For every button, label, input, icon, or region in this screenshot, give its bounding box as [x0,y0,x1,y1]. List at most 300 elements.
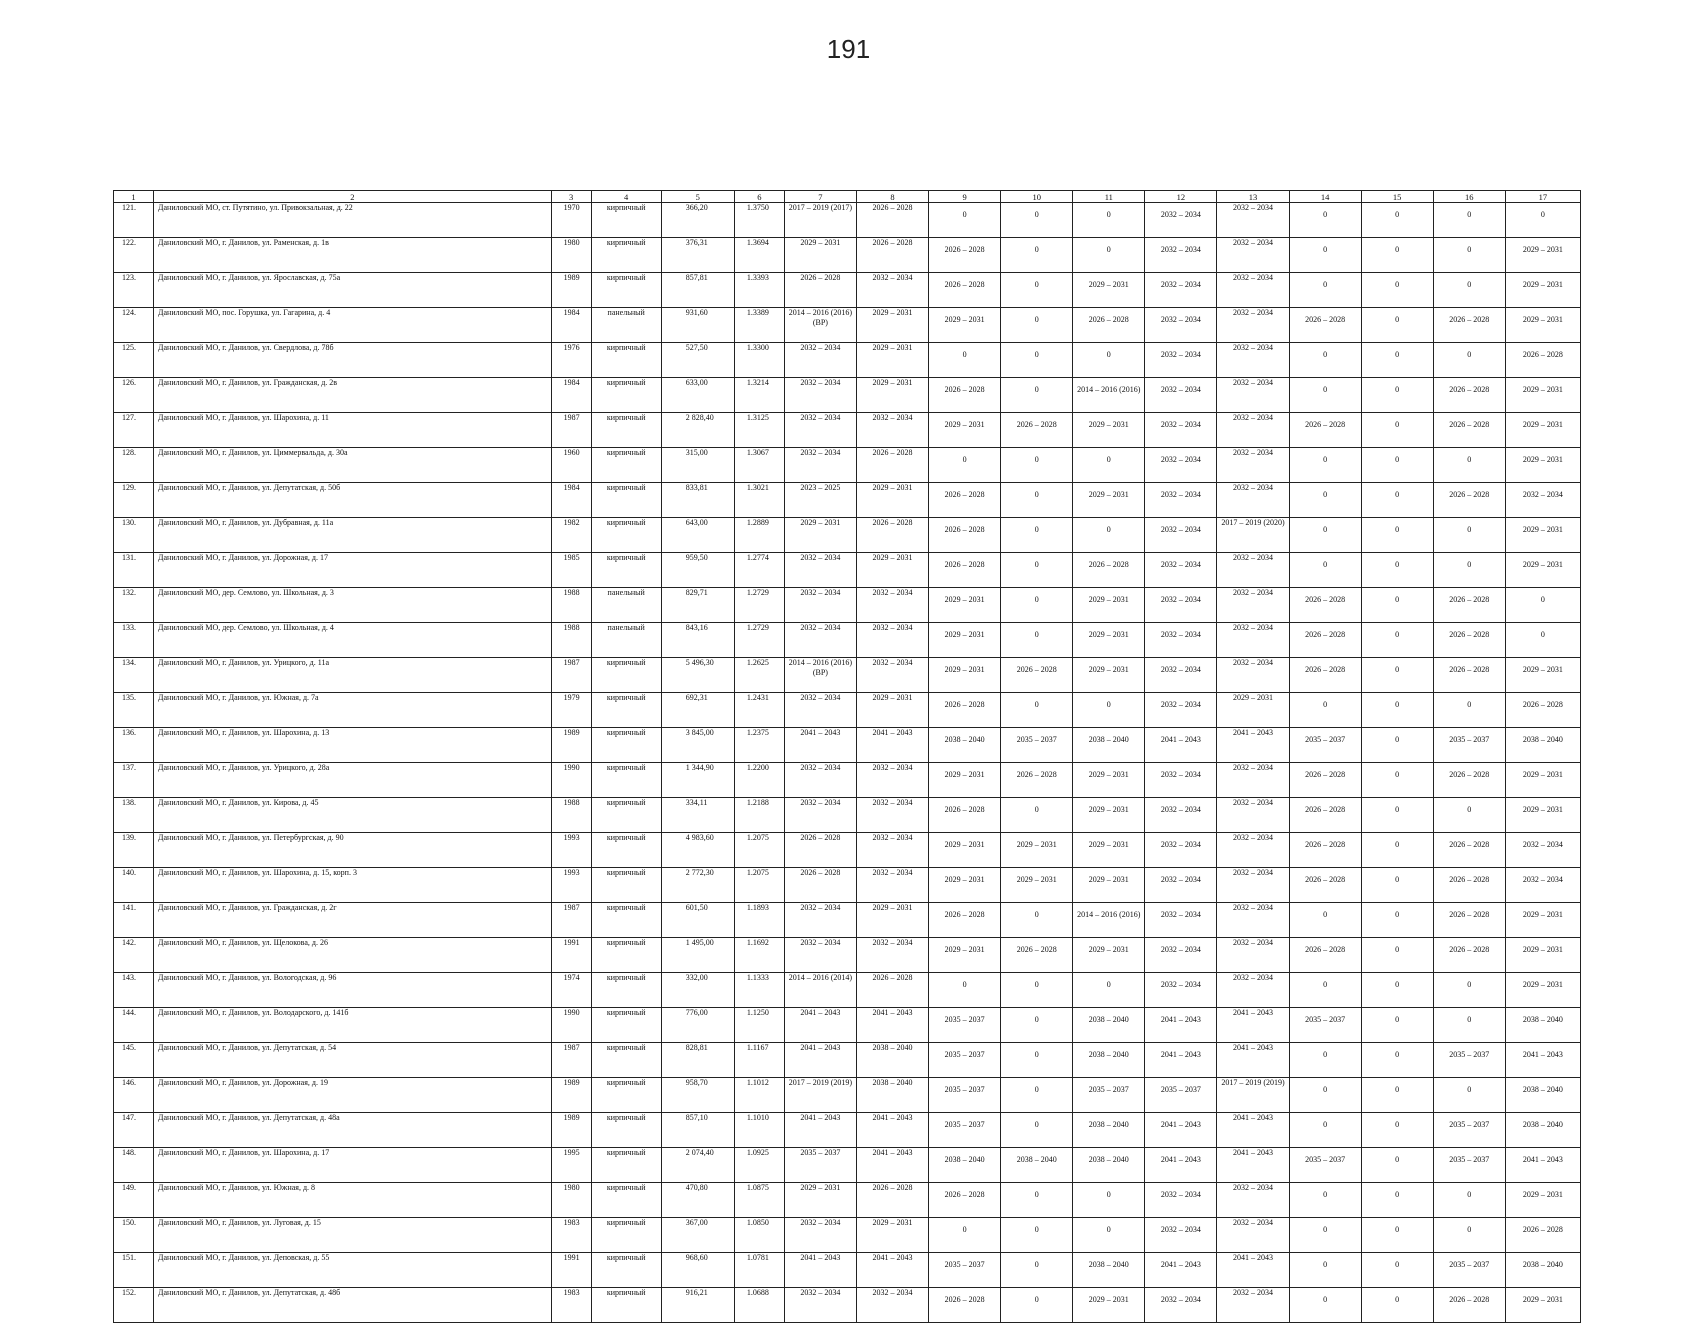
period-col-9-cell: 2026 – 2028 [929,1288,1001,1323]
area-cell: 931,60 [661,308,734,343]
period-col-17-cell: 2029 – 2031 [1505,553,1580,588]
row-number-cell: 142. [114,938,154,973]
period-col-9-cell: 2026 – 2028 [929,238,1001,273]
period-col-16-cell: 2026 – 2028 [1433,378,1505,413]
table-row [114,1043,1581,1078]
period-col-15-cell: 0 [1361,1253,1433,1288]
period-col-8-cell: 2029 – 2031 [856,553,928,588]
period-col-15-cell: 0 [1361,588,1433,623]
period-col-10-cell: 0 [1001,378,1073,413]
period-col-10-cell: 2026 – 2028 [1001,658,1073,693]
wall-material-cell: кирпичный [591,1288,661,1323]
coefficient-cell: 1.1692 [734,938,784,973]
period-col-13-cell: 2032 – 2034 [1217,903,1289,938]
period-col-8-cell: 2026 – 2028 [856,238,928,273]
coefficient-cell: 1.1333 [734,973,784,1008]
period-col-12-cell: 2041 – 2043 [1145,1113,1217,1148]
column-number-7: 7 [784,191,856,203]
coefficient-cell: 1.2075 [734,833,784,868]
build-year-cell: 1984 [551,308,591,343]
coefficient-cell: 1.3393 [734,273,784,308]
coefficient-cell: 1.3067 [734,448,784,483]
period-col-13-cell: 2032 – 2034 [1217,1218,1289,1253]
wall-material-cell: кирпичный [591,693,661,728]
build-year-cell: 1987 [551,1043,591,1078]
coefficient-cell: 1.2375 [734,728,784,763]
row-number-cell: 133. [114,623,154,658]
period-col-11-cell: 0 [1073,1218,1145,1253]
period-col-14-cell: 2035 – 2037 [1289,1148,1361,1183]
period-col-16-cell: 0 [1433,693,1505,728]
column-number-12: 12 [1145,191,1217,203]
period-col-16-cell: 2026 – 2028 [1433,623,1505,658]
row-number-cell: 149. [114,1183,154,1218]
wall-material-cell: кирпичный [591,553,661,588]
period-col-7-cell: 2032 – 2034 [784,1218,856,1253]
table-row [114,1008,1581,1043]
period-col-11-cell: 0 [1073,973,1145,1008]
period-col-17-cell: 2029 – 2031 [1505,308,1580,343]
row-number-cell: 144. [114,1008,154,1043]
period-col-12-cell: 2032 – 2034 [1145,658,1217,693]
wall-material-cell: кирпичный [591,658,661,693]
period-col-11-cell: 0 [1073,343,1145,378]
period-col-7-cell: 2032 – 2034 [784,413,856,448]
coefficient-cell: 1.1167 [734,1043,784,1078]
row-number-cell: 123. [114,273,154,308]
period-col-9-cell: 2029 – 2031 [929,763,1001,798]
build-year-cell: 1989 [551,273,591,308]
period-col-13-cell: 2032 – 2034 [1217,798,1289,833]
period-col-13-cell: 2032 – 2034 [1217,483,1289,518]
period-col-7-cell: 2014 – 2016 (2016) (ВР) [784,658,856,693]
area-cell: 833,81 [661,483,734,518]
period-col-10-cell: 0 [1001,343,1073,378]
period-col-8-cell: 2026 – 2028 [856,203,928,238]
build-year-cell: 1989 [551,1078,591,1113]
period-col-15-cell: 0 [1361,1113,1433,1148]
period-col-12-cell: 2041 – 2043 [1145,1043,1217,1078]
address-cell: Даниловский МО, г. Данилов, ул. Дубравная, д. 11а [154,518,552,553]
period-col-11-cell: 2038 – 2040 [1073,1148,1145,1183]
period-col-13-cell: 2032 – 2034 [1217,1183,1289,1218]
column-number-17: 17 [1505,191,1580,203]
coefficient-cell: 1.3125 [734,413,784,448]
period-col-9-cell: 0 [929,448,1001,483]
column-number-16: 16 [1433,191,1505,203]
wall-material-cell: кирпичный [591,378,661,413]
period-col-11-cell: 0 [1073,238,1145,273]
period-col-7-cell: 2041 – 2043 [784,1253,856,1288]
period-col-14-cell: 0 [1289,1113,1361,1148]
build-year-cell: 1995 [551,1148,591,1183]
table-row [114,413,1581,448]
period-col-10-cell: 0 [1001,553,1073,588]
wall-material-cell: кирпичный [591,938,661,973]
address-cell: Даниловский МО, г. Данилов, ул. Гражданская, д. 2в [154,378,552,413]
period-col-11-cell: 2026 – 2028 [1073,308,1145,343]
period-col-13-cell: 2032 – 2034 [1217,623,1289,658]
period-col-14-cell: 0 [1289,1288,1361,1323]
coefficient-cell: 1.1010 [734,1113,784,1148]
build-year-cell: 1987 [551,413,591,448]
period-col-8-cell: 2032 – 2034 [856,798,928,833]
column-number-5: 5 [661,191,734,203]
row-number-cell: 131. [114,553,154,588]
period-col-9-cell: 2029 – 2031 [929,833,1001,868]
period-col-8-cell: 2032 – 2034 [856,833,928,868]
period-col-7-cell: 2041 – 2043 [784,728,856,763]
table-row [114,378,1581,413]
period-col-16-cell: 0 [1433,1183,1505,1218]
period-col-10-cell: 2035 – 2037 [1001,728,1073,763]
period-col-7-cell: 2026 – 2028 [784,833,856,868]
period-col-13-cell: 2032 – 2034 [1217,203,1289,238]
address-cell: Даниловский МО, г. Данилов, ул. Шарохина, д. 13 [154,728,552,763]
period-col-7-cell: 2014 – 2016 (2016) (ВР) [784,308,856,343]
address-cell: Даниловский МО, г. Данилов, ул. Шарохина, д. 15, корп. 3 [154,868,552,903]
table-row [114,728,1581,763]
wall-material-cell: кирпичный [591,1008,661,1043]
period-col-11-cell: 2038 – 2040 [1073,728,1145,763]
build-year-cell: 1991 [551,1253,591,1288]
period-col-14-cell: 2026 – 2028 [1289,413,1361,448]
period-col-9-cell: 0 [929,1218,1001,1253]
address-cell: Даниловский МО, г. Данилов, ул. Свердлова, д. 78б [154,343,552,378]
coefficient-cell: 1.1250 [734,1008,784,1043]
period-col-12-cell: 2041 – 2043 [1145,1253,1217,1288]
period-col-15-cell: 0 [1361,938,1433,973]
period-col-14-cell: 0 [1289,1078,1361,1113]
coefficient-cell: 1.3389 [734,308,784,343]
period-col-10-cell: 0 [1001,1113,1073,1148]
period-col-10-cell: 2029 – 2031 [1001,868,1073,903]
period-col-15-cell: 0 [1361,238,1433,273]
period-col-11-cell: 2029 – 2031 [1073,868,1145,903]
period-col-12-cell: 2032 – 2034 [1145,693,1217,728]
period-col-10-cell: 2038 – 2040 [1001,1148,1073,1183]
build-year-cell: 1980 [551,238,591,273]
column-number-row [114,191,1581,203]
period-col-7-cell: 2032 – 2034 [784,798,856,833]
coefficient-cell: 1.3750 [734,203,784,238]
period-col-15-cell: 0 [1361,973,1433,1008]
period-col-17-cell: 2029 – 2031 [1505,798,1580,833]
period-col-15-cell: 0 [1361,518,1433,553]
area-cell: 4 983,60 [661,833,734,868]
area-cell: 376,31 [661,238,734,273]
period-col-17-cell: 2038 – 2040 [1505,1113,1580,1148]
wall-material-cell: кирпичный [591,413,661,448]
period-col-14-cell: 0 [1289,378,1361,413]
period-col-11-cell: 2029 – 2031 [1073,413,1145,448]
period-col-10-cell: 0 [1001,1288,1073,1323]
address-cell: Даниловский МО, ст. Путятино, ул. Привокзальная, д. 22 [154,203,552,238]
period-col-16-cell: 2035 – 2037 [1433,1253,1505,1288]
area-cell: 643,00 [661,518,734,553]
period-col-15-cell: 0 [1361,1148,1433,1183]
period-col-17-cell: 2038 – 2040 [1505,1253,1580,1288]
period-col-7-cell: 2029 – 2031 [784,518,856,553]
period-col-7-cell: 2032 – 2034 [784,378,856,413]
build-year-cell: 1979 [551,693,591,728]
period-col-9-cell: 2029 – 2031 [929,623,1001,658]
table-row [114,1078,1581,1113]
address-cell: Даниловский МО, дер. Семлово, ул. Школьная, д. 3 [154,588,552,623]
period-col-7-cell: 2041 – 2043 [784,1043,856,1078]
period-col-15-cell: 0 [1361,203,1433,238]
address-cell: Даниловский МО, г. Данилов, ул. Депутатская, д. 54 [154,1043,552,1078]
address-cell: Даниловский МО, г. Данилов, ул. Гражданская, д. 2г [154,903,552,938]
period-col-16-cell: 0 [1433,1008,1505,1043]
period-col-17-cell: 2029 – 2031 [1505,518,1580,553]
period-col-14-cell: 2026 – 2028 [1289,763,1361,798]
period-col-15-cell: 0 [1361,868,1433,903]
table-row [114,658,1581,693]
period-col-13-cell: 2041 – 2043 [1217,1008,1289,1043]
row-number-cell: 143. [114,973,154,1008]
period-col-16-cell: 0 [1433,238,1505,273]
period-col-11-cell: 2029 – 2031 [1073,483,1145,518]
area-cell: 916,21 [661,1288,734,1323]
period-col-10-cell: 0 [1001,623,1073,658]
build-year-cell: 1989 [551,728,591,763]
period-col-13-cell: 2032 – 2034 [1217,868,1289,903]
wall-material-cell: кирпичный [591,1113,661,1148]
period-col-7-cell: 2026 – 2028 [784,273,856,308]
row-number-cell: 124. [114,308,154,343]
period-col-15-cell: 0 [1361,1043,1433,1078]
build-year-cell: 1960 [551,448,591,483]
period-col-13-cell: 2032 – 2034 [1217,973,1289,1008]
wall-material-cell: кирпичный [591,728,661,763]
period-col-12-cell: 2032 – 2034 [1145,308,1217,343]
period-col-11-cell: 0 [1073,1183,1145,1218]
area-cell: 843,16 [661,623,734,658]
build-year-cell: 1990 [551,1008,591,1043]
period-col-8-cell: 2041 – 2043 [856,1113,928,1148]
period-col-12-cell: 2032 – 2034 [1145,518,1217,553]
period-col-13-cell: 2032 – 2034 [1217,378,1289,413]
period-col-10-cell: 0 [1001,973,1073,1008]
period-col-13-cell: 2032 – 2034 [1217,413,1289,448]
period-col-16-cell: 2026 – 2028 [1433,1288,1505,1323]
period-col-14-cell: 2026 – 2028 [1289,588,1361,623]
period-col-15-cell: 0 [1361,308,1433,343]
period-col-14-cell: 0 [1289,1253,1361,1288]
period-col-8-cell: 2032 – 2034 [856,763,928,798]
period-col-11-cell: 2029 – 2031 [1073,798,1145,833]
period-col-11-cell: 2038 – 2040 [1073,1008,1145,1043]
build-year-cell: 1987 [551,658,591,693]
period-col-17-cell: 2041 – 2043 [1505,1148,1580,1183]
build-year-cell: 1990 [551,763,591,798]
period-col-11-cell: 2029 – 2031 [1073,623,1145,658]
period-col-16-cell: 0 [1433,448,1505,483]
period-col-9-cell: 2026 – 2028 [929,483,1001,518]
period-col-13-cell: 2032 – 2034 [1217,448,1289,483]
period-col-9-cell: 2026 – 2028 [929,273,1001,308]
table-body [114,191,1581,1323]
row-number-cell: 129. [114,483,154,518]
coefficient-cell: 1.0875 [734,1183,784,1218]
period-col-11-cell: 2029 – 2031 [1073,273,1145,308]
area-cell: 334,11 [661,798,734,833]
period-col-14-cell: 0 [1289,903,1361,938]
column-number-6: 6 [734,191,784,203]
area-cell: 857,81 [661,273,734,308]
period-col-13-cell: 2041 – 2043 [1217,728,1289,763]
area-cell: 367,00 [661,1218,734,1253]
period-col-15-cell: 0 [1361,448,1433,483]
period-col-16-cell: 0 [1433,343,1505,378]
table-row [114,553,1581,588]
wall-material-cell: кирпичный [591,448,661,483]
period-col-15-cell: 0 [1361,273,1433,308]
coefficient-cell: 1.2200 [734,763,784,798]
address-cell: Даниловский МО, г. Данилов, ул. Циммервальда, д. 30а [154,448,552,483]
build-year-cell: 1976 [551,343,591,378]
period-col-9-cell: 2026 – 2028 [929,518,1001,553]
period-col-9-cell: 0 [929,973,1001,1008]
period-col-9-cell: 2029 – 2031 [929,868,1001,903]
period-col-8-cell: 2029 – 2031 [856,343,928,378]
wall-material-cell: кирпичный [591,518,661,553]
wall-material-cell: кирпичный [591,343,661,378]
address-cell: Даниловский МО, г. Данилов, ул. Раменская, д. 1в [154,238,552,273]
period-col-9-cell: 2029 – 2031 [929,588,1001,623]
column-number-11: 11 [1073,191,1145,203]
table-row [114,693,1581,728]
area-cell: 2 074,40 [661,1148,734,1183]
period-col-16-cell: 2026 – 2028 [1433,588,1505,623]
period-col-14-cell: 0 [1289,973,1361,1008]
period-col-9-cell: 2026 – 2028 [929,378,1001,413]
period-col-17-cell: 2032 – 2034 [1505,483,1580,518]
wall-material-cell: кирпичный [591,1253,661,1288]
period-col-9-cell: 2029 – 2031 [929,938,1001,973]
period-col-17-cell: 2038 – 2040 [1505,728,1580,763]
period-col-12-cell: 2032 – 2034 [1145,553,1217,588]
period-col-13-cell: 2041 – 2043 [1217,1148,1289,1183]
table-row [114,273,1581,308]
wall-material-cell: кирпичный [591,798,661,833]
period-col-17-cell: 2029 – 2031 [1505,973,1580,1008]
period-col-11-cell: 0 [1073,693,1145,728]
period-col-11-cell: 2029 – 2031 [1073,938,1145,973]
period-col-10-cell: 2026 – 2028 [1001,938,1073,973]
period-col-16-cell: 0 [1433,973,1505,1008]
period-col-11-cell: 2038 – 2040 [1073,1253,1145,1288]
build-year-cell: 1970 [551,203,591,238]
period-col-9-cell: 0 [929,203,1001,238]
period-col-7-cell: 2026 – 2028 [784,868,856,903]
period-col-12-cell: 2032 – 2034 [1145,1288,1217,1323]
table-row [114,308,1581,343]
period-col-7-cell: 2032 – 2034 [784,623,856,658]
period-col-15-cell: 0 [1361,693,1433,728]
table-row [114,238,1581,273]
build-year-cell: 1983 [551,1218,591,1253]
address-cell: Даниловский МО, дер. Семлово, ул. Школьная, д. 4 [154,623,552,658]
period-col-11-cell: 2029 – 2031 [1073,1288,1145,1323]
period-col-14-cell: 0 [1289,203,1361,238]
table-row [114,1253,1581,1288]
coefficient-cell: 1.2729 [734,623,784,658]
row-number-cell: 145. [114,1043,154,1078]
period-col-15-cell: 0 [1361,763,1433,798]
build-year-cell: 1988 [551,623,591,658]
area-cell: 315,00 [661,448,734,483]
period-col-11-cell: 2014 – 2016 (2016) [1073,378,1145,413]
area-cell: 3 845,00 [661,728,734,763]
row-number-cell: 126. [114,378,154,413]
period-col-12-cell: 2032 – 2034 [1145,763,1217,798]
period-col-16-cell: 2026 – 2028 [1433,308,1505,343]
period-col-7-cell: 2032 – 2034 [784,448,856,483]
address-cell: Даниловский МО, г. Данилов, ул. Дорожная, д. 19 [154,1078,552,1113]
period-col-9-cell: 2026 – 2028 [929,693,1001,728]
period-col-11-cell: 0 [1073,203,1145,238]
period-col-14-cell: 2026 – 2028 [1289,623,1361,658]
coefficient-cell: 1.2625 [734,658,784,693]
period-col-15-cell: 0 [1361,378,1433,413]
period-col-11-cell: 2038 – 2040 [1073,1043,1145,1078]
table-row [114,833,1581,868]
period-col-7-cell: 2032 – 2034 [784,588,856,623]
period-col-9-cell: 2035 – 2037 [929,1078,1001,1113]
period-col-14-cell: 0 [1289,483,1361,518]
wall-material-cell: панельный [591,308,661,343]
column-number-8: 8 [856,191,928,203]
period-col-17-cell: 2026 – 2028 [1505,1218,1580,1253]
period-col-7-cell: 2032 – 2034 [784,693,856,728]
period-col-13-cell: 2032 – 2034 [1217,308,1289,343]
period-col-17-cell: 2029 – 2031 [1505,273,1580,308]
period-col-17-cell: 0 [1505,623,1580,658]
row-number-cell: 121. [114,203,154,238]
period-col-7-cell: 2029 – 2031 [784,238,856,273]
period-col-11-cell: 2035 – 2037 [1073,1078,1145,1113]
period-col-10-cell: 0 [1001,483,1073,518]
period-col-7-cell: 2014 – 2016 (2014) [784,973,856,1008]
period-col-12-cell: 2032 – 2034 [1145,868,1217,903]
coefficient-cell: 1.0850 [734,1218,784,1253]
period-col-10-cell: 0 [1001,203,1073,238]
wall-material-cell: кирпичный [591,238,661,273]
period-col-10-cell: 0 [1001,1218,1073,1253]
column-number-15: 15 [1361,191,1433,203]
period-col-9-cell: 2029 – 2031 [929,413,1001,448]
table-row [114,203,1581,238]
period-col-12-cell: 2032 – 2034 [1145,448,1217,483]
period-col-16-cell: 2026 – 2028 [1433,833,1505,868]
table-row [114,1183,1581,1218]
period-col-17-cell: 2029 – 2031 [1505,1183,1580,1218]
period-col-15-cell: 0 [1361,553,1433,588]
period-col-16-cell: 2026 – 2028 [1433,903,1505,938]
period-col-8-cell: 2026 – 2028 [856,1183,928,1218]
address-cell: Даниловский МО, г. Данилов, ул. Деповская, д. 55 [154,1253,552,1288]
period-col-12-cell: 2032 – 2034 [1145,413,1217,448]
period-col-16-cell: 2026 – 2028 [1433,658,1505,693]
row-number-cell: 130. [114,518,154,553]
period-col-13-cell: 2032 – 2034 [1217,763,1289,798]
address-cell: Даниловский МО, г. Данилов, ул. Кирова, д. 45 [154,798,552,833]
period-col-15-cell: 0 [1361,1078,1433,1113]
period-col-7-cell: 2032 – 2034 [784,938,856,973]
period-col-16-cell: 2035 – 2037 [1433,1043,1505,1078]
